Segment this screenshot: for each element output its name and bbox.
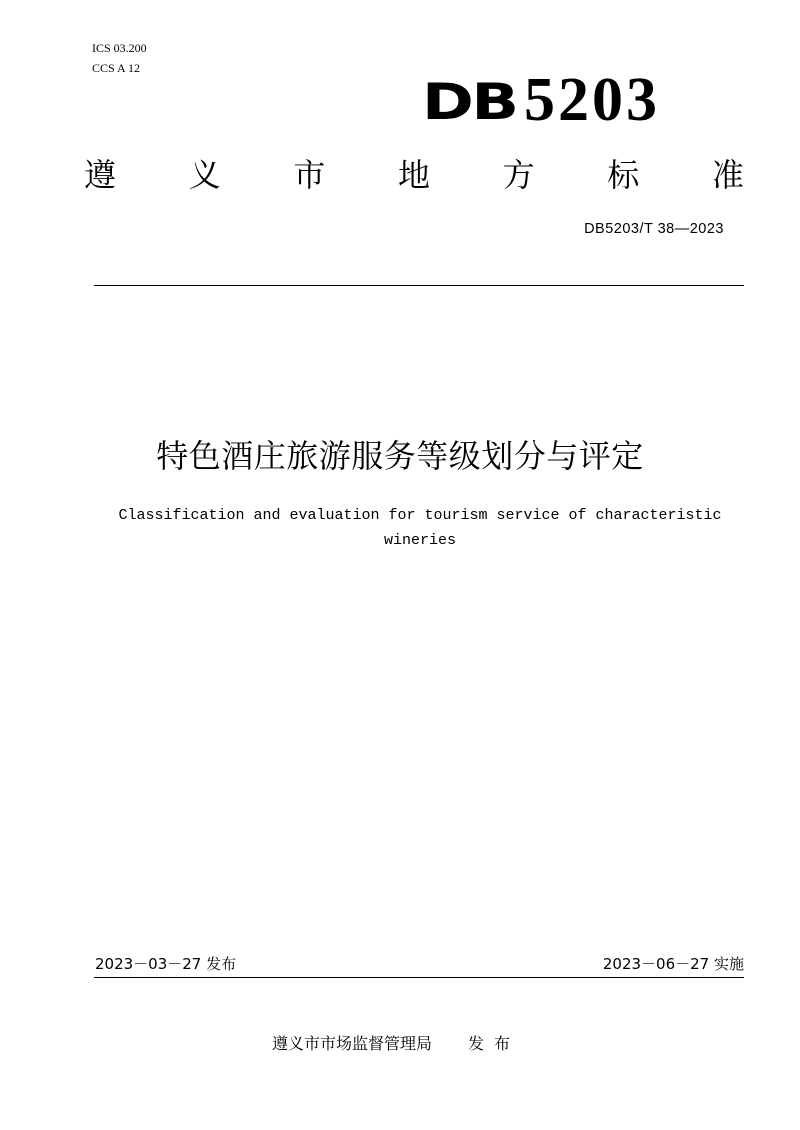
db-logo-mark: DB [422,73,517,131]
standard-type-char: 遵 [84,156,117,194]
standard-code: DB5203/T 38—2023 [584,221,724,237]
standard-type-char: 地 [397,156,430,194]
standard-type-char: 方 [502,156,535,194]
publisher-name: 遵义市市场监督管理局 [272,1034,433,1053]
publisher-action: 发布 [468,1034,521,1053]
title-english: Classification and evaluation for tourism service of characteristic wineries [118,507,722,549]
top-divider [94,285,744,286]
standard-type-char: 市 [293,156,326,194]
ccs-code: CCS A 12 [92,61,141,75]
publisher-line [272,1032,520,1056]
implementation-date: 2023－06－27 实施 [602,955,744,973]
title-chinese: 特色酒庄旅游服务等级划分与评定 [156,437,644,475]
classification-codes [92,38,147,78]
standard-type-char: 准 [711,156,744,194]
issue-date: 2023－03－27 发布 [95,955,237,973]
ics-code: ICS 03.200 [92,41,147,55]
standard-type-heading [84,152,744,198]
standard-type-char: 义 [188,156,221,194]
standard-type-char: 标 [607,156,640,194]
db-logo-number: 5203 [524,66,660,134]
bottom-divider [94,977,744,978]
